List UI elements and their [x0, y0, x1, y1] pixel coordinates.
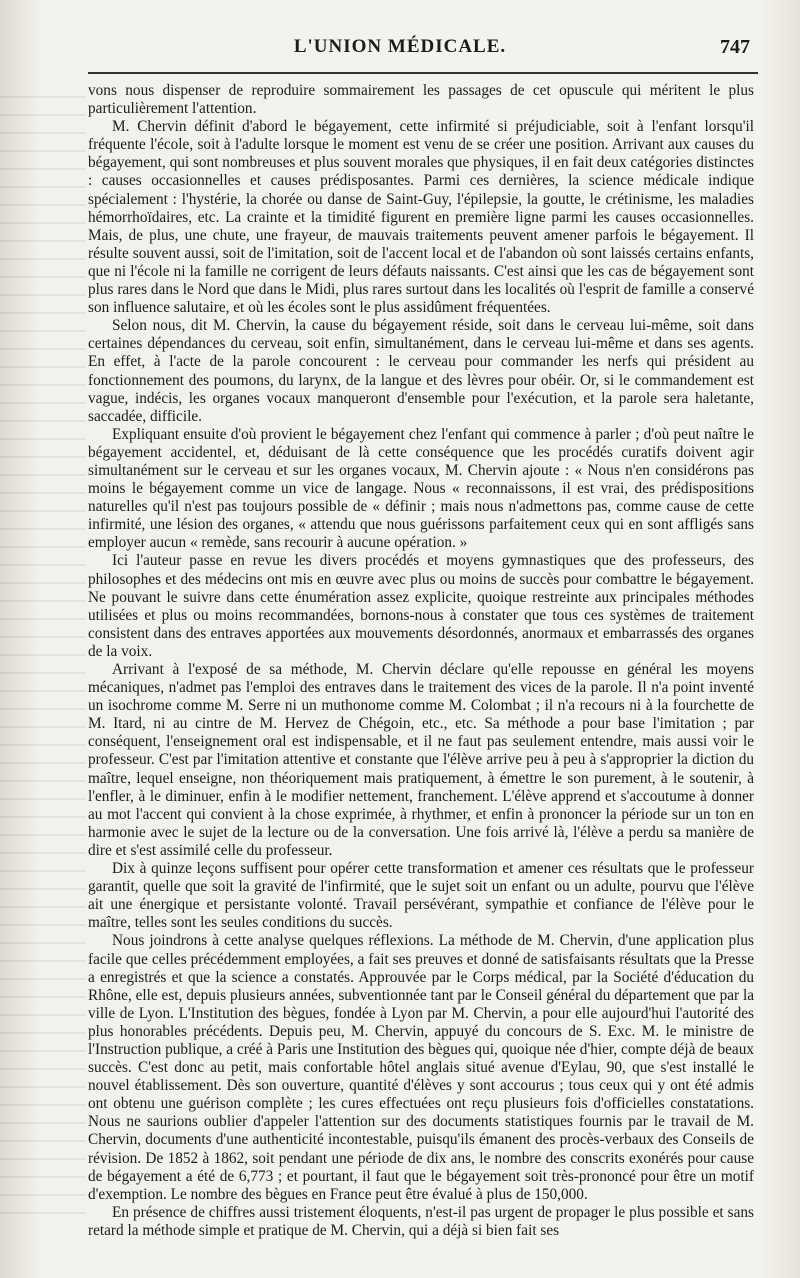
- paragraph-6: Arrivant à l'exposé de sa méthode, M. Chervin déclare qu'elle repousse en général les moyens mécaniques, n'admet pas l'emploi des entraves dans le traitement des vices de la parole. Il n'a point inventé un isochrome comme M. Serre ni un muthonome comme M. Colombat ; il n'a recours ni à la fourchette de M. Itard, ni au cintre de M. Hervez de Chégoin, etc., etc. Sa méthode a pour base l'imitation ; par conséquent, l'enseignement oral est indispensable, et il ne faut pas seulement entendre, mais aussi voir le professeur. C'est par l'imitation attentive et constante que l'élève arrive peu à peu à s'approprier la diction du maître, lequel enseigne, non théoriquement mais pratiquement, à émettre le son purement, à le soutenir, à l'enfler, à le diminuer, enfin à le modifier nettement, franchement. L'élève apprend et s'accoutume à donner au mot l'accent qui convient à la chose exprimée, à rhythmer, et enfin à prononcer la période sur un ton en harmonie avec le sujet de la lecture ou de la conversation. Une fois arrivé là, l'élève a perdu sa manière de dire et s'est assimilé celle du professeur.: [88, 661, 754, 859]
- article-body: [88, 82, 754, 1240]
- paragraph-5: Ici l'auteur passe en revue les divers procédés et moyens gymnastiques que des professeurs, des philosophes et des médecins ont mis en œuvre avec plus ou moins de succès pour combattre le bégayement. Ne pouvant le suivre dans cette énumération assez explicite, quoique restreinte aux principales méthodes utilisées et plus ou moins recommandées, bornons-nous à constater que tous ces systèmes de traitement consistent dans des entraves apportées aux mouvements désordonnés, anormaux et embarrassés des organes de la voix.: [88, 552, 754, 660]
- paragraph-4: Expliquant ensuite d'où provient le bégayement chez l'enfant qui commence à parler ; d'où peut naître le bégayement accidentel, et, déduisant de là cette conséquence que les procédés curatifs doivent agir simultanément sur le cerveau et sur les organes vocaux, M. Chervin ajoute : « Nous n'en considérons pas moins le bégayement comme un vice de langage. Nous « reconnaissons, il est vrai, des prédispositions naturelles qu'il n'est pas toujours possible de « définir ; mais nous n'admettons pas, comme cause de cette infirmité, une lésion des organes, « attendu que nous guérissons parfaitement ceux qui en sont affligés sans employer aucun « remède, sans recourir à aucune opération. »: [88, 425, 754, 552]
- page-number: 747: [720, 36, 750, 58]
- paragraph-8: Nous joindrons à cette analyse quelques réflexions. La méthode de M. Chervin, d'une application plus facile que celles précédemment employées, a fait ses preuves et donné de satisfaisants résultats que la Presse a enregistrés et que la science a constatés. Approuvée par le Corps médical, par la Société d'éducation du Rhône, elle est, depuis plusieurs années, subventionnée tant par le Conseil général du département que par la ville de Lyon. L'Institution des bègues, fondée à Lyon par M. Chervin, a pour elle aujourd'hui l'autorité des plus honorables précédents. Depuis peu, M. Chervin, appuyé du concours de S. Exc. M. le ministre de l'Instruction publique, a créé à Paris une Institution des bègues qui, quoique née d'hier, compte déjà de beaux succès. C'est donc au petit, mais confortable hôtel anglais situé avenue d'Eylau, 90, que s'est installé le nouvel établissement. Dès son ouverture, quantité d'élèves y sont accourus ; tous ceux qui y ont été admis ont obtenu une guérison complète ; les cures effectuées ont reçu plusieurs fois d'officielles constatations. Nous ne saurions oublier d'appeler l'attention sur des documents statistiques fournis par le travail de M. Chervin, documents d'une authenticité incontestable, puisqu'ils émanent des procès-verbaux des Conseils de révision. De 1852 à 1862, soit pendant une période de dix ans, le nombre des conscrits exonérés pour cause de bégayement a été de 6,773 ; et pourtant, il faut que le bégayement soit très-prononcé pour être un motif d'exemption. Le nombre des bègues en France peut être évalué à plus de 150,000.: [88, 932, 754, 1203]
- header-rule: [88, 72, 758, 74]
- page-header: [0, 36, 800, 70]
- left-margin-bleed-through: [0, 80, 86, 1230]
- paragraph-3: Selon nous, dit M. Chervin, la cause du bégayement réside, soit dans le cerveau lui-même, soit dans certaines dépendances du cerveau, soit enfin, simultanément, dans le cerveau lui-même et dans ses agents. En effet, à l'acte de la parole concourent : le cerveau pour commander les nerfs qui président au fonctionnement des poumons, du larynx, de la langue et des lèvres pour obéir. Or, si le commandement est vague, indécis, les organes vocaux manqueront d'ensemble pour l'exécution, et la parole sera haletante, saccadée, difficile.: [88, 317, 754, 425]
- paragraph-2: M. Chervin définit d'abord le bégayement, cette infirmité si préjudiciable, soit à l'enfant lorsqu'il fréquente l'école, soit à l'adulte lorsque le moment est venu de se créer une position. Arrivant aux causes du bégayement, qui sont nombreuses et plus souvent morales que physiques, il en fait deux catégories distinctes : causes occasionnelles et causes prédisposantes. Parmi ces dernières, la science médicale indique spécialement : l'hystérie, la chorée ou danse de Saint-Guy, l'épilepsie, la goutte, le crétinisme, les maladies hémorrhoïdaires, etc. La crainte et la timidité figurent en première ligne parmi les causes occasionnelles. Mais, de plus, une chute, une frayeur, de mauvais traitements peuvent amener parfois le bégayement. Il résulte souvent aussi, soit de l'imitation, soit de l'accent local et de l'abandon où sont laissés certains enfants, que ni l'école ni la famille ne corrigent de leurs défauts naissants. C'est ainsi que les cas de bégayement sont plus rares dans le Nord que dans le Midi, plus rares surtout dans les localités où l'esprit de famille a conservé son influence salutaire, et où les écoles sont le plus assidûment fréquentées.: [88, 118, 754, 317]
- paragraph-1: vons nous dispenser de reproduire sommairement les passages de cet opuscule qui méritent le plus particulièrement l'attention.: [88, 82, 754, 118]
- paragraph-9: En présence de chiffres aussi tristement éloquents, n'est-il pas urgent de propager le plus possible et sans retard la méthode simple et pratique de M. Chervin, qui a déjà si bien fait ses: [88, 1203, 754, 1239]
- paragraph-7: Dix à quinze leçons suffisent pour opérer cette transformation et amener ces résultats que le professeur garantit, quelle que soit la gravité de l'infirmité, que le sujet soit un enfant ou un adulte, pourvu que l'élève ait une énergique et persistante volonté. Travail persévérant, sympathie et confiance de l'élève pour le maître, telles sont les seules conditions du succès.: [88, 860, 754, 932]
- running-title: L'UNION MÉDICALE.: [293, 36, 507, 57]
